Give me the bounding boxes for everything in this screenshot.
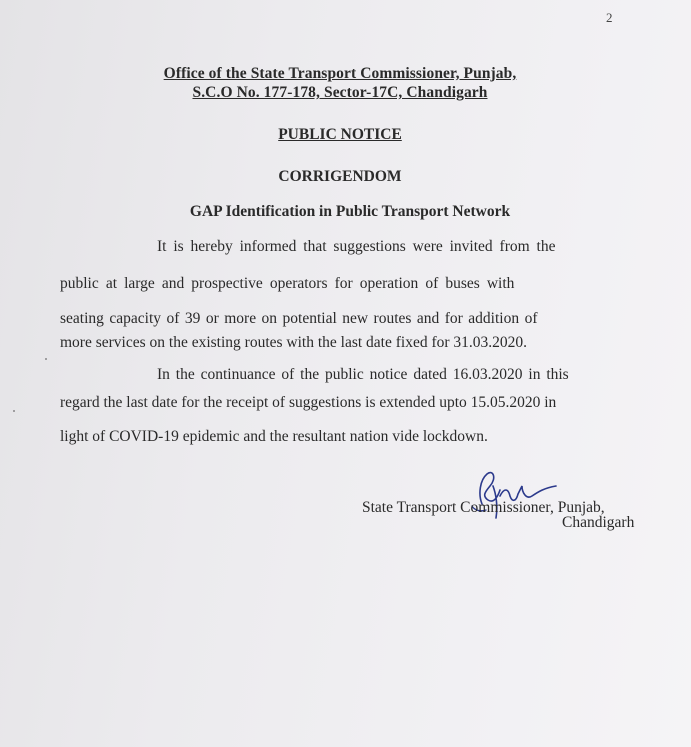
corrigendum-heading: CORRIGENDOM — [278, 168, 402, 185]
signatory-title: State Transport Commissioner, Punjab, — [362, 499, 605, 516]
paragraph2-line: regard the last date for the receipt of suggestions is extended upto 15.05.2020 in — [60, 394, 557, 411]
paragraph2-line: In the continuance of the public notice dated 16.03.2020 in this — [157, 366, 569, 383]
office-address: S.C.O No. 177-178, Sector-17C, Chandigarh — [192, 84, 488, 101]
margin-mark — [45, 358, 47, 360]
paragraph1-line: more services on the existing routes with the last date fixed for 31.03.2020. — [60, 334, 528, 351]
paragraph1-line: It is hereby informed that suggestions were invited from the — [157, 238, 556, 255]
paragraph1-line: seating capacity of 39 or more on potential new routes and for addition of — [60, 310, 538, 327]
paragraph2-line: light of COVID-19 epidemic and the resultant nation vide lockdown. — [60, 428, 488, 445]
notice-title: PUBLIC NOTICE — [278, 126, 402, 143]
signatory-location: Chandigarh — [562, 514, 635, 531]
notice-subject: GAP Identification in Public Transport Network — [189, 203, 511, 220]
margin-mark — [13, 410, 15, 412]
paragraph1-line: public at large and prospective operators for operation of buses with — [60, 275, 515, 292]
page-number: 2 — [606, 10, 613, 25]
office-name: Office of the State Transport Commissioner, Punjab, — [163, 65, 517, 82]
